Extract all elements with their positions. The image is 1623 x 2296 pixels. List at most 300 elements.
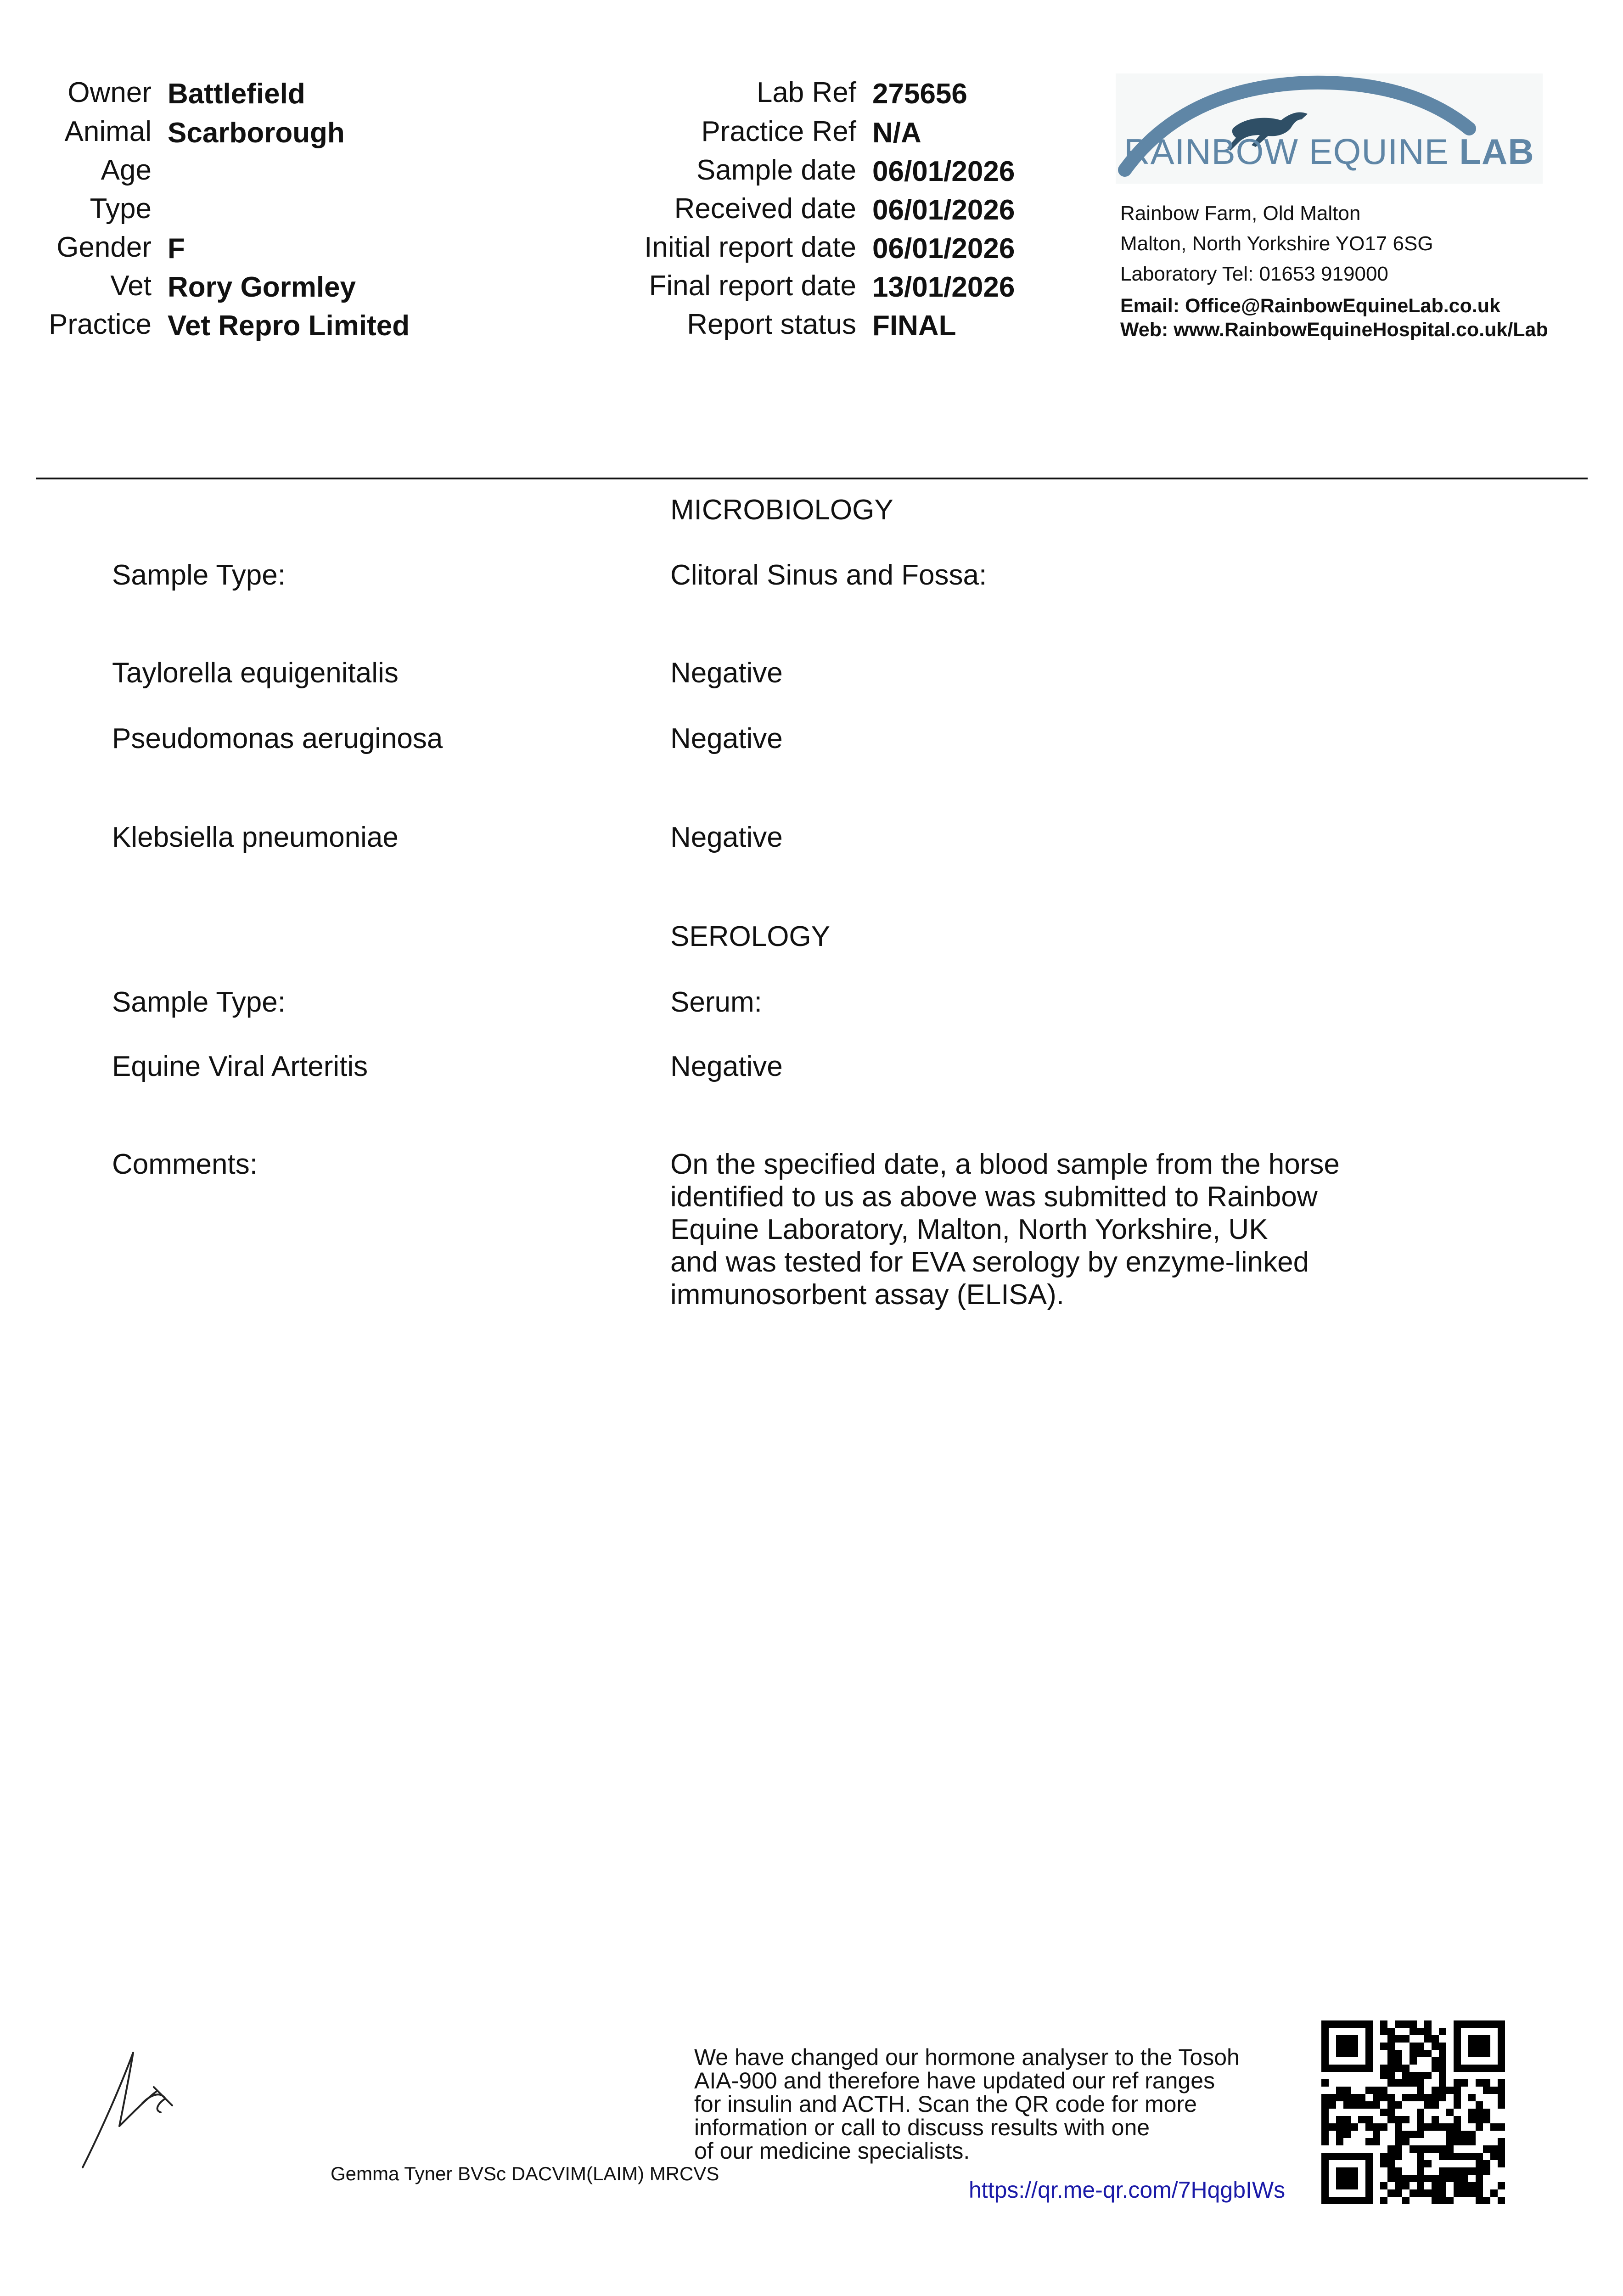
qr-module	[1498, 2153, 1505, 2160]
qr-module	[1402, 2079, 1410, 2087]
animal-value: Scarborough	[168, 117, 345, 149]
serology-heading: SEROLOGY	[670, 921, 830, 952]
qr-module	[1380, 2043, 1387, 2050]
qr-module	[1468, 2167, 1476, 2175]
qr-module	[1395, 2065, 1402, 2072]
qr-module	[1410, 2145, 1417, 2153]
qr-module	[1321, 2094, 1329, 2101]
qr-module	[1454, 2123, 1461, 2131]
qr-module	[1387, 2065, 1395, 2072]
lab-ref-value: 275656	[872, 78, 967, 110]
qr-module	[1468, 2153, 1476, 2160]
qr-module	[1446, 2153, 1454, 2160]
signatory-name: Gemma Tyner BVSc DACVIM(LAIM) MRCVS	[331, 2163, 719, 2184]
qr-module	[1387, 2072, 1395, 2079]
sero-sample-type-value: Serum:	[670, 986, 762, 1018]
test-name-klebsiella: Klebsiella pneumoniae	[112, 822, 399, 853]
qr-module	[1336, 2094, 1343, 2101]
qr-module	[1380, 2109, 1387, 2116]
qr-module	[1417, 2175, 1424, 2182]
qr-module	[1454, 2175, 1461, 2182]
qr-module	[1387, 2145, 1395, 2153]
qr-module	[1417, 2145, 1424, 2153]
qr-module	[1490, 2087, 1498, 2094]
micro-sample-type-label: Sample Type:	[112, 559, 286, 591]
comments-text	[670, 1148, 1405, 1311]
qr-module	[1446, 2145, 1454, 2153]
qr-module	[1410, 2094, 1417, 2101]
lab-tel: Laboratory Tel: 01653 919000	[1120, 263, 1388, 285]
comments-line: On the specified date, a blood sample from the horse	[670, 1148, 1340, 1180]
qr-module	[1387, 2035, 1395, 2043]
qr-module	[1417, 2116, 1424, 2123]
qr-link[interactable]: https://qr.me-qr.com/7HqgbIWs	[969, 2177, 1286, 2203]
qr-module	[1387, 2050, 1395, 2057]
qr-module	[1410, 2057, 1417, 2065]
practice-label: Practice	[49, 309, 152, 340]
qr-module	[1461, 2167, 1468, 2175]
qr-module	[1424, 2020, 1432, 2028]
qr-module	[1498, 2094, 1505, 2101]
qr-module	[1395, 2189, 1402, 2197]
qr-module	[1321, 2138, 1329, 2145]
logo-wordmark-bold: LAB	[1459, 131, 1534, 172]
qr-module	[1380, 2072, 1387, 2079]
qr-module	[1483, 2109, 1490, 2116]
qr-module	[1402, 2065, 1410, 2072]
owner-label: Owner	[67, 77, 152, 108]
qr-module	[1483, 2116, 1490, 2123]
qr-module	[1387, 2109, 1395, 2116]
qr-module	[1387, 2160, 1395, 2167]
qr-module	[1410, 2072, 1417, 2079]
qr-module	[1410, 2028, 1417, 2035]
qr-module	[1454, 2138, 1461, 2145]
qr-module	[1498, 2197, 1505, 2204]
qr-module	[1439, 2197, 1446, 2204]
qr-module	[1395, 2175, 1402, 2182]
qr-module	[1417, 2028, 1424, 2035]
qr-module	[1365, 2116, 1373, 2123]
notice-line: We have changed our hormone analyser to the Tosoh	[694, 2044, 1240, 2070]
qr-module	[1402, 2094, 1410, 2101]
qr-module	[1395, 2050, 1402, 2057]
qr-module	[1461, 2175, 1468, 2182]
qr-module	[1410, 2189, 1417, 2197]
qr-module	[1395, 2145, 1402, 2153]
qr-module	[1424, 2145, 1432, 2153]
qr-module	[1432, 2035, 1439, 2043]
qr-module	[1336, 2116, 1343, 2123]
qr-module	[1387, 2116, 1395, 2123]
qr-module	[1417, 2043, 1424, 2050]
sample-date-label: Sample date	[696, 154, 856, 186]
final-report-date-label: Final report date	[649, 270, 856, 302]
lab-ref-label: Lab Ref	[756, 77, 856, 108]
comments-line: Equine Laboratory, Malton, North Yorkshire, UK	[670, 1214, 1268, 1245]
qr-module	[1498, 2145, 1505, 2153]
comments-line: and was tested for EVA serology by enzyme-linked	[670, 1246, 1309, 1278]
report-status-value: FINAL	[872, 310, 956, 342]
qr-module	[1343, 2087, 1351, 2094]
qr-module	[1432, 2197, 1439, 2204]
qr-module	[1424, 2035, 1432, 2043]
qr-module	[1476, 2109, 1483, 2116]
qr-module	[1468, 2094, 1476, 2101]
qr-module	[1454, 2087, 1461, 2094]
qr-module	[1373, 2094, 1380, 2101]
qr-module	[1387, 2028, 1395, 2035]
qr-module	[1439, 2028, 1446, 2035]
vet-label: Vet	[110, 270, 152, 302]
lab-address-line2: Malton, North Yorkshire YO17 6SG	[1120, 232, 1433, 255]
qr-module	[1439, 2057, 1446, 2065]
qr-module	[1461, 2182, 1468, 2189]
type-label: Type	[90, 193, 152, 225]
qr-module	[1387, 2079, 1395, 2087]
lab-address-line1: Rainbow Farm, Old Malton	[1120, 202, 1361, 225]
qr-module	[1439, 2072, 1446, 2079]
practice-value: Vet Repro Limited	[168, 310, 410, 342]
qr-module	[1454, 2182, 1461, 2189]
qr-module	[1432, 2094, 1439, 2101]
qr-module	[1498, 2079, 1505, 2087]
qr-module	[1476, 2182, 1483, 2189]
qr-module	[1365, 2123, 1373, 2131]
qr-module	[1321, 2123, 1329, 2131]
qr-module	[1468, 2131, 1476, 2138]
qr-module	[1424, 2072, 1432, 2079]
qr-module	[1387, 2175, 1395, 2182]
qr-module	[1395, 2020, 1402, 2028]
comments-label: Comments:	[112, 1148, 258, 1180]
qr-module	[1343, 2094, 1351, 2101]
qr-module	[1321, 2131, 1329, 2138]
qr-module	[1454, 2167, 1461, 2175]
qr-module	[1446, 2123, 1454, 2131]
qr-module	[1498, 2160, 1505, 2167]
qr-module	[1490, 2145, 1498, 2153]
qr-module	[1424, 2050, 1432, 2057]
qr-module	[1454, 2116, 1461, 2123]
qr-module	[1417, 2087, 1424, 2094]
qr-module	[1395, 2079, 1402, 2087]
qr-module	[1402, 2072, 1410, 2079]
qr-module	[1336, 2087, 1343, 2094]
qr-module	[1343, 2131, 1351, 2138]
qr-module	[1373, 2138, 1380, 2145]
qr-module	[1432, 2065, 1439, 2072]
qr-module	[1373, 2123, 1380, 2131]
qr-module	[1417, 2094, 1424, 2101]
qr-module	[1387, 2153, 1395, 2160]
qr-module	[1424, 2189, 1432, 2197]
qr-module	[1490, 2123, 1498, 2131]
qr-module	[1476, 2079, 1483, 2087]
qr-module	[1439, 2153, 1446, 2160]
qr-module	[1402, 2116, 1410, 2123]
qr-module	[1461, 2138, 1468, 2145]
qr-module	[1468, 2116, 1476, 2123]
qr-module	[1395, 2182, 1402, 2189]
owner-value: Battlefield	[168, 78, 305, 110]
qr-module	[1439, 2065, 1446, 2072]
qr-module	[1336, 2138, 1343, 2145]
qr-module	[1417, 2189, 1424, 2197]
qr-module	[1432, 2123, 1439, 2131]
qr-module	[1380, 2123, 1387, 2131]
qr-module	[1387, 2094, 1395, 2101]
qr-module	[1380, 2020, 1387, 2028]
qr-code-icon[interactable]	[1321, 2020, 1505, 2204]
qr-module	[1380, 2182, 1387, 2189]
qr-module	[1402, 2035, 1410, 2043]
qr-module	[1432, 2145, 1439, 2153]
qr-module	[1387, 2043, 1395, 2050]
qr-module	[1321, 2116, 1329, 2123]
qr-module	[1410, 2131, 1417, 2138]
qr-module	[1343, 2123, 1351, 2131]
qr-module	[1358, 2094, 1365, 2101]
practice-ref-value: N/A	[872, 117, 921, 149]
qr-module	[1351, 2094, 1358, 2101]
qr-module	[1395, 2123, 1402, 2131]
qr-module	[1439, 2050, 1446, 2057]
qr-module	[1483, 2167, 1490, 2175]
test-result-klebsiella: Negative	[670, 822, 783, 853]
qr-module	[1380, 2160, 1387, 2167]
final-report-date-value: 13/01/2026	[872, 271, 1015, 303]
qr-module	[1476, 2197, 1483, 2204]
qr-module	[1380, 2087, 1387, 2094]
lab-email: Email: Office@RainbowEquineLab.co.uk	[1120, 295, 1500, 317]
qr-module	[1336, 2131, 1343, 2138]
qr-module	[1432, 2101, 1439, 2109]
qr-module	[1461, 2131, 1468, 2138]
qr-module	[1402, 2197, 1410, 2204]
qr-module	[1380, 2094, 1387, 2101]
qr-module	[1490, 2189, 1498, 2197]
vet-value: Rory Gormley	[168, 271, 356, 303]
qr-module	[1410, 2020, 1417, 2028]
qr-module	[1468, 2138, 1476, 2145]
qr-module	[1454, 2079, 1461, 2087]
initial-report-date-value: 06/01/2026	[872, 233, 1015, 264]
qr-module	[1351, 2101, 1358, 2109]
qr-module	[1424, 2175, 1432, 2182]
microbiology-heading: MICROBIOLOGY	[670, 494, 893, 526]
received-date-value: 06/01/2026	[872, 194, 1015, 226]
lab-web: Web: www.RainbowEquineHospital.co.uk/Lab	[1120, 319, 1548, 341]
qr-module	[1461, 2153, 1468, 2160]
comments-line: identified to us as above was submitted to Rainbow	[670, 1181, 1318, 1213]
qr-module	[1365, 2101, 1373, 2109]
notice-line: information or call to discuss results with one	[694, 2115, 1150, 2140]
qr-module	[1395, 2035, 1402, 2043]
micro-sample-type-value: Clitoral Sinus and Fossa:	[670, 559, 987, 591]
qr-module	[1387, 2101, 1395, 2109]
qr-module	[1498, 2087, 1505, 2094]
qr-module	[1424, 2160, 1432, 2167]
qr-module	[1439, 2189, 1446, 2197]
sample-date-value: 06/01/2026	[872, 156, 1015, 187]
qr-module	[1410, 2175, 1417, 2182]
qr-module	[1454, 2131, 1461, 2138]
qr-module	[1483, 2145, 1490, 2153]
qr-module	[1402, 2182, 1410, 2189]
qr-module	[1358, 2116, 1365, 2123]
qr-module	[1439, 2167, 1446, 2175]
analyser-notice	[694, 2046, 1337, 2163]
logo-wordmark-thin: RAINBOW EQUINE	[1124, 131, 1449, 172]
qr-module	[1380, 2065, 1387, 2072]
qr-module	[1329, 2094, 1336, 2101]
qr-module	[1446, 2175, 1454, 2182]
qr-module	[1410, 2043, 1417, 2050]
qr-module	[1454, 2189, 1461, 2197]
qr-module	[1468, 2189, 1476, 2197]
qr-module	[1476, 2175, 1483, 2182]
qr-module	[1446, 2087, 1454, 2094]
qr-module	[1417, 2131, 1424, 2138]
qr-module	[1439, 2145, 1446, 2153]
qr-module	[1373, 2101, 1380, 2109]
qr-module	[1417, 2167, 1424, 2175]
qr-module	[1343, 2101, 1351, 2109]
test-result-pseudomonas: Negative	[670, 723, 783, 754]
qr-module	[1424, 2123, 1432, 2131]
qr-module	[1395, 2057, 1402, 2065]
animal-label: Animal	[64, 116, 152, 147]
qr-module	[1432, 2175, 1439, 2182]
qr-module	[1432, 2087, 1439, 2094]
qr-module	[1439, 2079, 1446, 2087]
qr-module	[1417, 2153, 1424, 2160]
logo-wordmark	[1116, 131, 1543, 173]
qr-module	[1439, 2182, 1446, 2189]
qr-module	[1432, 2043, 1439, 2050]
qr-module	[1476, 2160, 1483, 2167]
qr-module	[1446, 2109, 1454, 2116]
qr-module	[1424, 2028, 1432, 2035]
test-name-pseudomonas: Pseudomonas aeruginosa	[112, 723, 443, 754]
qr-module	[1365, 2138, 1373, 2145]
qr-module	[1351, 2123, 1358, 2131]
qr-module	[1395, 2101, 1402, 2109]
qr-module	[1476, 2153, 1483, 2160]
qr-module	[1476, 2116, 1483, 2123]
qr-module	[1483, 2197, 1490, 2204]
test-name-eva: Equine Viral Arteritis	[112, 1051, 368, 1082]
qr-module	[1454, 2094, 1461, 2101]
test-result-eva: Negative	[670, 1051, 783, 1082]
qr-module	[1387, 2057, 1395, 2065]
qr-module	[1476, 2189, 1483, 2197]
qr-module	[1498, 2123, 1505, 2131]
qr-module	[1336, 2123, 1343, 2131]
qr-module	[1417, 2109, 1424, 2116]
qr-module	[1439, 2043, 1446, 2050]
qr-module	[1468, 2182, 1476, 2189]
qr-module	[1417, 2072, 1424, 2079]
qr-module	[1343, 2116, 1351, 2123]
qr-module	[1395, 2116, 1402, 2123]
qr-module	[1454, 2153, 1461, 2160]
qr-module	[1387, 2189, 1395, 2197]
qr-module	[1461, 2189, 1468, 2197]
qr-module	[1498, 2138, 1505, 2145]
qr-module	[1446, 2138, 1454, 2145]
qr-module	[1395, 2167, 1402, 2175]
qr-module	[1417, 2079, 1424, 2087]
qr-module	[1468, 2109, 1476, 2116]
received-date-label: Received date	[674, 193, 856, 225]
qr-module	[1432, 2182, 1439, 2189]
sero-sample-type-label: Sample Type:	[112, 986, 286, 1018]
qr-module	[1402, 2020, 1410, 2028]
qr-module	[1454, 2101, 1461, 2109]
notice-line: for insulin and ACTH. Scan the QR code for more	[694, 2091, 1197, 2117]
qr-module	[1439, 2087, 1446, 2094]
qr-module	[1402, 2131, 1410, 2138]
qr-module	[1432, 2057, 1439, 2065]
qr-module	[1358, 2101, 1365, 2109]
qr-module	[1498, 2101, 1505, 2109]
test-name-taylorella: Taylorella equigenitalis	[112, 657, 399, 689]
rainbow-equine-lab-logo	[1116, 73, 1543, 184]
qr-module	[1402, 2138, 1410, 2145]
gender-value: F	[168, 233, 185, 264]
qr-module	[1432, 2189, 1439, 2197]
qr-module	[1321, 2101, 1329, 2109]
qr-module	[1395, 2138, 1402, 2145]
qr-module	[1446, 2197, 1454, 2204]
qr-module	[1395, 2131, 1402, 2138]
qr-module	[1410, 2050, 1417, 2057]
qr-module	[1417, 2182, 1424, 2189]
qr-module	[1476, 2101, 1483, 2109]
report-status-label: Report status	[687, 309, 856, 340]
notice-line: AIA-900 and therefore have updated our ref ranges	[694, 2068, 1215, 2093]
qr-module	[1424, 2101, 1432, 2109]
qr-module	[1446, 2167, 1454, 2175]
qr-module	[1439, 2123, 1446, 2131]
qr-module	[1395, 2153, 1402, 2160]
qr-module	[1373, 2131, 1380, 2138]
qr-module	[1365, 2087, 1373, 2094]
qr-module	[1410, 2079, 1417, 2087]
qr-module	[1461, 2079, 1468, 2087]
qr-module	[1424, 2094, 1432, 2101]
qr-module	[1321, 2109, 1329, 2116]
notice-line: of our medicine specialists.	[694, 2138, 970, 2164]
qr-module	[1432, 2116, 1439, 2123]
initial-report-date-label: Initial report date	[644, 231, 856, 263]
qr-module	[1402, 2175, 1410, 2182]
signature-icon	[73, 2048, 179, 2172]
qr-module	[1387, 2167, 1395, 2175]
header-divider	[36, 478, 1588, 479]
test-result-taylorella: Negative	[670, 657, 783, 689]
qr-module	[1380, 2153, 1387, 2160]
qr-module	[1329, 2123, 1336, 2131]
comments-line: immunosorbent assay (ELISA).	[670, 1279, 1065, 1311]
qr-module	[1321, 2079, 1329, 2087]
qr-module	[1417, 2160, 1424, 2167]
qr-module	[1498, 2182, 1505, 2189]
gender-label: Gender	[56, 231, 152, 263]
qr-module	[1380, 2197, 1387, 2204]
